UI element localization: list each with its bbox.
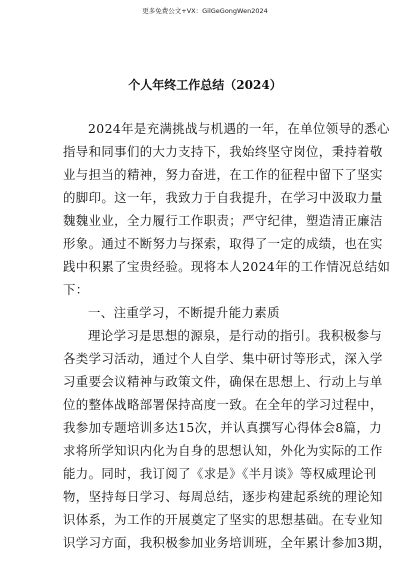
paragraph-line: 的脚印。这一年，我致力于自我提升，在学习中汲取力量	[63, 190, 383, 205]
paragraph-line: 能力。同时，我订阅了《求是》《半月谈》等权威理论刊	[63, 466, 377, 481]
paragraph-line: 求将所学知识内化为自身的思想认知，外化为实际的工作	[63, 443, 383, 458]
paragraph-line: 识学习方面，我积极参加业务培训班，全年累计参加3期，	[63, 535, 392, 550]
paragraph-line: 我参加专题培训多达15次，并认真撰写心得体会8篇，力	[63, 420, 383, 435]
paragraph-line: 位的整体战略部署保持高度一致。在全年的学习过程中，	[63, 397, 383, 412]
paragraph-line: 业与担当的精神，努力奋进，在工作的征程中留下了坚实	[63, 167, 383, 182]
paragraph-line: 各类学习活动，通过个人自学、集中研讨等形式，深入学	[63, 351, 383, 366]
paragraph-line: 践中积累了宝贵经验。现将本人2024年的工作情况总结如	[63, 259, 391, 274]
paragraph-line: 形象。通过不断努力与探索，取得了一定的成绩，也在实	[63, 236, 383, 251]
header-watermark: 更多免费公文+VX：GilGeGongWen2024	[142, 7, 268, 15]
section-heading: 一、注重学习，不断提升能力素质	[88, 305, 280, 320]
paragraph-line: 物，坚持每日学习、每周总结，逐步构建起系统的理论知	[63, 489, 383, 504]
paragraph-line: 下：	[63, 282, 89, 297]
document-title: 个人年终工作总结（2024）	[128, 78, 282, 92]
document-body	[63, 117, 392, 554]
paragraph-line: 识体系，为工作的开展奠定了坚实的思想基础。在专业知	[63, 512, 383, 527]
paragraph-line: 指导和同事们的大力支持下，我始终坚守岗位，秉持着敬	[63, 144, 383, 159]
paragraph-line: 习重要会议精神与政策文件，确保在思想上、行动上与单	[63, 374, 383, 389]
paragraph-line: 魏魏业业，全力履行工作职责；严守纪律，塑造清正廉洁	[63, 213, 383, 228]
paragraph-line: 理论学习是思想的源泉，是行动的指引。我积极参与	[88, 328, 383, 343]
paragraph-line: 2024年是充满挑战与机遇的一年，在单位领导的悉心	[88, 121, 390, 136]
